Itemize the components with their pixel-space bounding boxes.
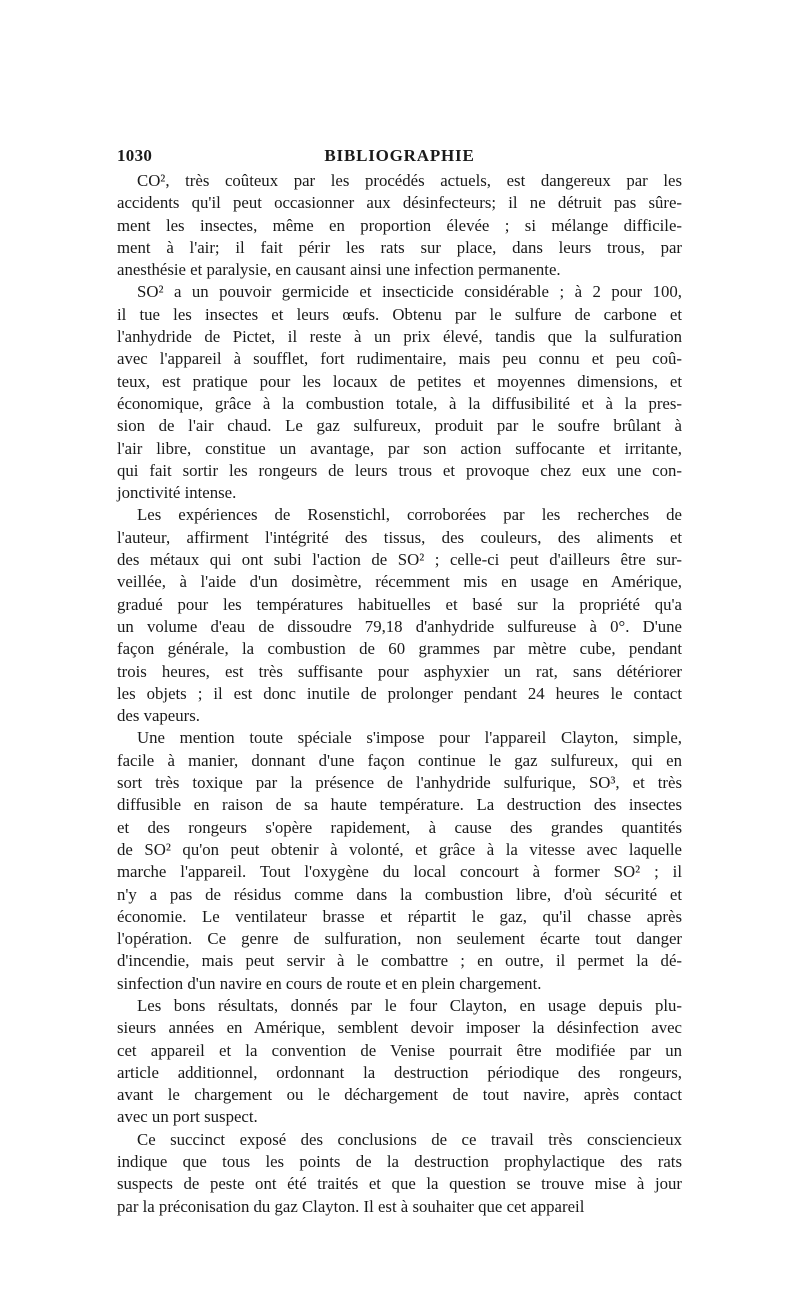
text-line: par la préconisation du gaz Clayton. Il est à souhaiter que cet appareil: [117, 1196, 585, 1216]
text-line: indique que tous les points de la destruction prophylactique des rats: [117, 1152, 682, 1172]
text-line: facile à manier, donnant d'une façon continue le gaz sulfureux, qui en: [117, 750, 682, 770]
body-text: [117, 170, 682, 1218]
text-line: teux, est pratique pour les locaux de petites et moyennes dimensions, et: [117, 371, 682, 391]
text-line: trois heures, est très suffisante pour asphyxier un rat, sans détériorer: [117, 661, 682, 681]
text-line: Les expériences de Rosenstichl, corroborées par les recherches de: [137, 505, 682, 525]
text-line: sieurs années en Amérique, semblent devoir imposer la désinfection avec: [117, 1018, 682, 1038]
running-head: [117, 146, 682, 170]
text-line: CO², très coûteux par les procédés actuels, est dangereux par les: [137, 171, 682, 190]
text-line: sion de l'air chaud. Le gaz sulfureux, produit par le soufre brûlant à: [117, 416, 682, 436]
text-line: avant le chargement ou le déchargement de tout navire, après contact: [117, 1085, 682, 1105]
text-line: il tue les insectes et leurs œufs. Obtenu par le sulfure de carbone et: [117, 304, 682, 324]
text-line: économie. Le ventilateur brasse et répartit le gaz, qu'il chasse après: [117, 906, 682, 926]
text-line: sinfection d'un navire en cours de route et en plein chargement.: [117, 973, 542, 993]
text-line: et des rongeurs s'opère rapidement, à cause des grandes quantités: [117, 817, 682, 837]
page-number: 1030: [117, 146, 153, 165]
paragraph: [117, 727, 682, 995]
text-line: Une mention toute spéciale s'impose pour l'appareil Clayton, simple,: [137, 728, 682, 748]
text-line: un volume d'eau de dissoudre 79,18 d'anhydride sulfureuse à 0°. D'une: [117, 616, 682, 636]
text-line: des métaux qui ont subi l'action de SO² ; celle-ci peut d'ailleurs être sur-: [117, 550, 682, 570]
text-line: jonctivité intense.: [117, 483, 237, 503]
text-line: avec l'appareil à soufflet, fort rudimentaire, mais peu connu et peu coû-: [117, 349, 682, 369]
paragraph: [117, 995, 682, 1129]
text-line: les objets ; il est donc inutile de prolonger pendant 24 heures le contact: [117, 683, 682, 703]
text-line: ment les insectes, même en proportion élevée ; si mélange difficile-: [117, 215, 682, 235]
text-line: sort très toxique par la présence de l'anhydride sulfurique, SO³, et très: [117, 773, 682, 793]
paragraph: [117, 281, 682, 504]
text-line: article additionnel, ordonnant la destruction périodique des rongeurs,: [117, 1062, 682, 1082]
paragraph: [117, 1129, 682, 1218]
text-line: économique, grâce à la combustion totale, à la diffusibilité et à la pres-: [117, 393, 682, 413]
section-title: BIBLIOGRAPHIE: [324, 146, 475, 165]
paragraph: [117, 170, 682, 281]
text-line: cet appareil et la convention de Venise pourrait être modifiée par un: [117, 1040, 682, 1060]
text-line: l'auteur, affirment l'intégrité des tissus, des couleurs, des aliments et: [117, 527, 682, 547]
paragraph: [117, 504, 682, 727]
text-line: SO² a un pouvoir germicide et insecticide considérable ; à 2 pour 100,: [137, 282, 682, 302]
text-line: qui fait sortir les rongeurs de leurs trous et provoque chez eux une con-: [117, 460, 682, 480]
text-line: veillée, à l'aide d'un dosimètre, récemment mis en usage en Amérique,: [117, 572, 682, 592]
text-line: accidents qu'il peut occasionner aux désinfecteurs; il ne détruit pas sûre-: [117, 193, 682, 213]
text-line: anesthésie et paralysie, en causant ainsi une infection permanente.: [117, 260, 561, 280]
text-line: n'y a pas de résidus comme dans la combustion libre, d'où sécurité et: [117, 884, 682, 904]
text-line: diffusible en raison de sa haute température. La destruction des insectes: [117, 795, 682, 815]
text-line: ment à l'air; il fait périr les rats sur place, dans leurs trous, par: [117, 237, 682, 257]
text-line: avec un port suspect.: [117, 1107, 258, 1127]
text-line: Les bons résultats, donnés par le four Clayton, en usage depuis plu-: [137, 995, 682, 1015]
text-line: gradué pour les températures habituelles et basé sur la propriété qu'a: [117, 594, 682, 614]
text-line: marche l'appareil. Tout l'oxygène du local concourt à former SO² ; il: [117, 862, 682, 882]
text-line: de SO² qu'on peut obtenir à volonté, et grâce à la vitesse avec laquelle: [117, 839, 682, 859]
text-line: l'opération. Ce genre de sulfuration, non seulement écarte tout danger: [117, 929, 682, 949]
text-line: l'anhydride de Pictet, il reste à un prix élevé, tandis que la sulfuration: [117, 327, 682, 347]
text-line: Ce succinct exposé des conclusions de ce travail très consciencieux: [137, 1129, 682, 1149]
text-line: suspects de peste ont été traités et que la question se trouve mise à jour: [117, 1174, 682, 1194]
text-line: façon générale, la combustion de 60 grammes par mètre cube, pendant: [117, 639, 682, 659]
book-page: [117, 146, 682, 1218]
text-line: des vapeurs.: [117, 706, 200, 726]
text-line: l'air libre, constitue un avantage, par son action suffocante et irritante,: [117, 438, 682, 458]
text-line: d'incendie, mais peut servir à le combattre ; en outre, il permet la dé-: [117, 951, 682, 971]
